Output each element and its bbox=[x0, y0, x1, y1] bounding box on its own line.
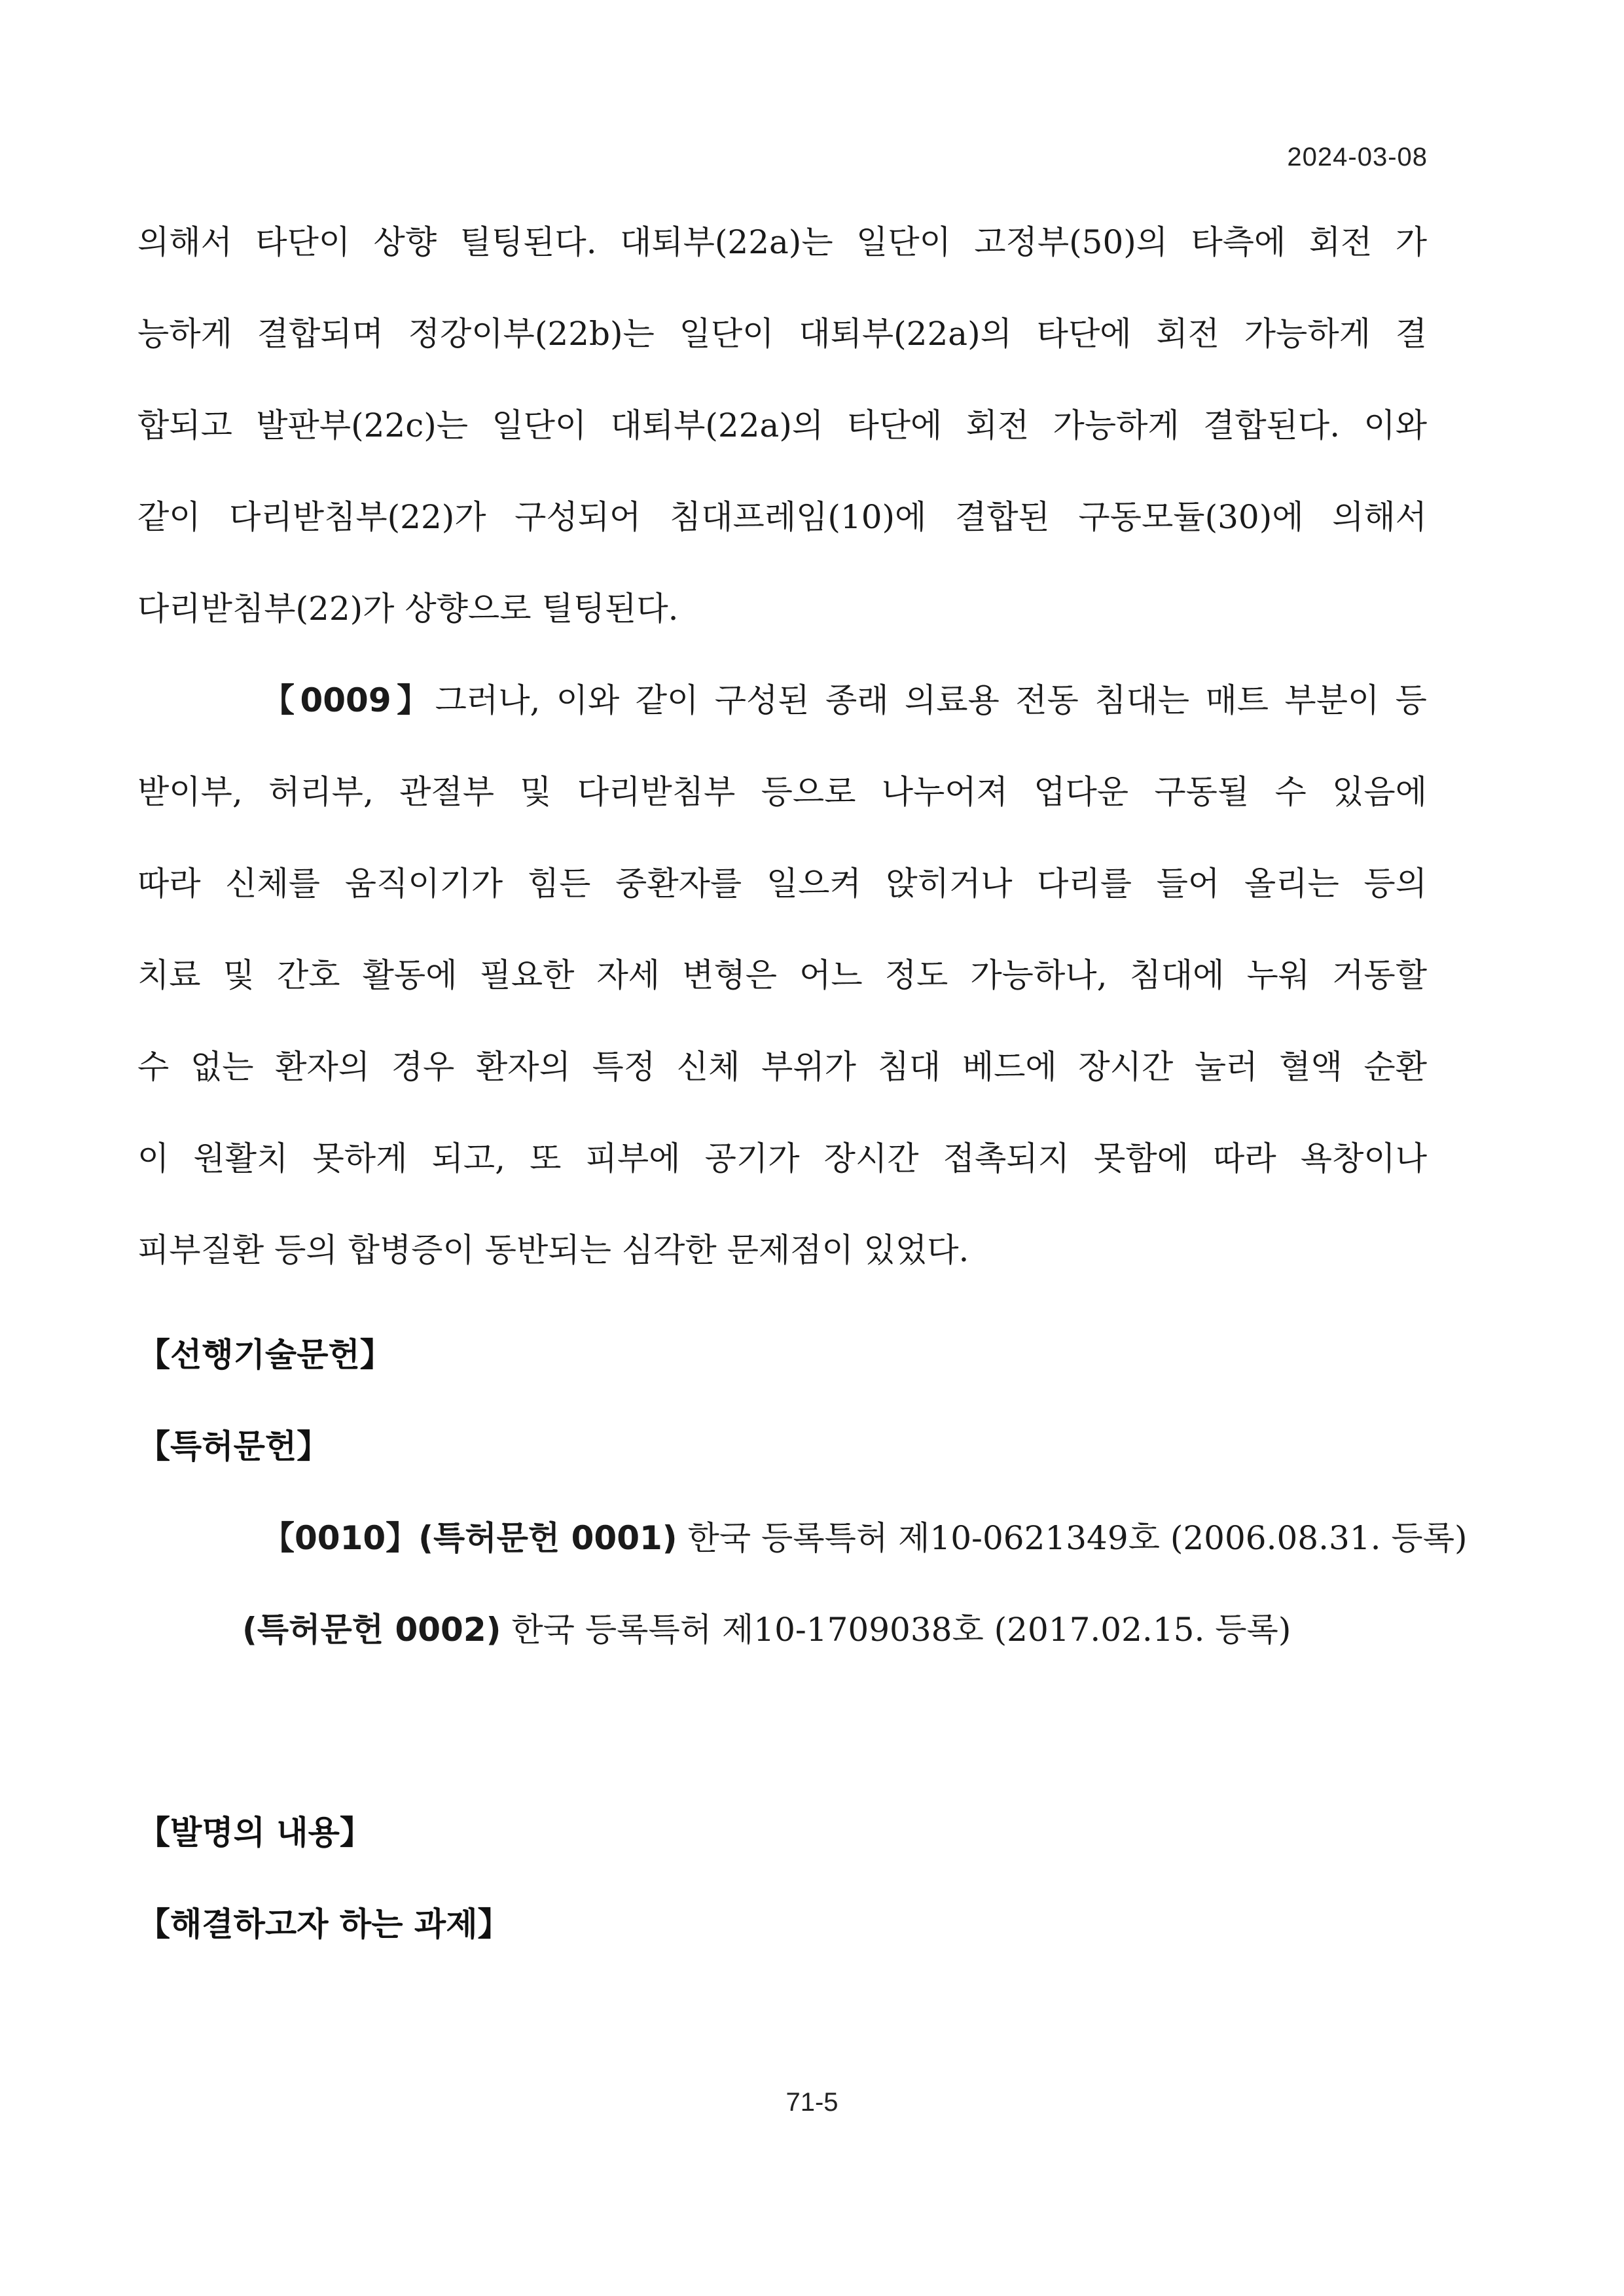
patent-ref-label: (특허문헌 0002) bbox=[242, 1611, 501, 1649]
paragraph-line-text: 그러나, 이와 같이 구성된 종래 의료용 전동 침대는 매트 부분이 등 bbox=[435, 681, 1427, 719]
patent-ref-text: 한국 등록특허 제10-1709038호 (2017.02.15. 등록) bbox=[501, 1611, 1291, 1649]
heading-prior-art: 【선행기술문헌】 bbox=[137, 1336, 393, 1374]
paragraph-line: 합되고 발판부(22c)는 일단이 대퇴부(22a)의 타단에 회전 가능하게 결합된다. 이와 bbox=[137, 406, 1427, 444]
paragraph-line: 이 원활치 못하게 되고, 또 피부에 공기가 장시간 접촉되지 못함에 따라 욕창이나 bbox=[137, 1139, 1427, 1177]
paragraph-line: 수 없는 환자의 경우 환자의 특정 신체 부위가 침대 베드에 장시간 눌러 혈액 순환 bbox=[137, 1048, 1427, 1086]
paragraph-0009 bbox=[137, 655, 1427, 1296]
page-number: 71-5 bbox=[785, 2088, 839, 2117]
paragraph-line: 다리받침부(22)가 상향으로 틸팅된다. bbox=[137, 590, 679, 628]
paragraph-line: 능하게 결합되며 정강이부(22b)는 일단이 대퇴부(22a)의 타단에 회전 가능하게 결 bbox=[137, 315, 1427, 353]
patent-ref-label: (특허문헌 0001) bbox=[418, 1519, 677, 1557]
paragraph-line: 따라 신체를 움직이기가 힘든 중환자를 일으켜 앉히거나 다리를 들어 올리는 등의 bbox=[137, 865, 1427, 903]
paragraph-line: 치료 및 간호 활동에 필요한 자세 변형은 어느 정도 가능하나, 침대에 누워 거동할 bbox=[137, 956, 1427, 994]
heading-problem-to-solve: 【해결하고자 하는 과제】 bbox=[137, 1905, 511, 1943]
continued-paragraph bbox=[137, 196, 1427, 655]
patent-ref-2 bbox=[242, 1604, 1291, 1651]
heading-invention-content: 【발명의 내용】 bbox=[137, 1814, 372, 1852]
patent-ref-1 bbox=[262, 1512, 1468, 1559]
patent-ref-text: 한국 등록특허 제10-0621349호 (2006.08.31. 등록) bbox=[677, 1519, 1468, 1557]
paragraph-number: 【0010】 bbox=[262, 1519, 419, 1557]
paragraph-line: 받이부, 허리부, 관절부 및 다리받침부 등으로 나누어져 업다운 구동될 수 있음에 bbox=[137, 773, 1427, 811]
paragraph-line: 의해서 타단이 상향 틸팅된다. 대퇴부(22a)는 일단이 고정부(50)의 타측에 회전 가 bbox=[137, 223, 1427, 261]
header-date: 2024-03-08 bbox=[1287, 143, 1428, 171]
paragraph-line bbox=[137, 655, 1427, 746]
paragraph-line: 피부질환 등의 합병증이 동반되는 심각한 문제점이 있었다. bbox=[137, 1231, 969, 1269]
paragraph-line: 같이 다리받침부(22)가 구성되어 침대프레임(10)에 결합된 구동모듈(30)에 의해서 bbox=[137, 498, 1427, 536]
heading-patent-docs: 【특허문헌】 bbox=[137, 1427, 330, 1465]
paragraph-number: 【0009】 bbox=[262, 681, 435, 719]
